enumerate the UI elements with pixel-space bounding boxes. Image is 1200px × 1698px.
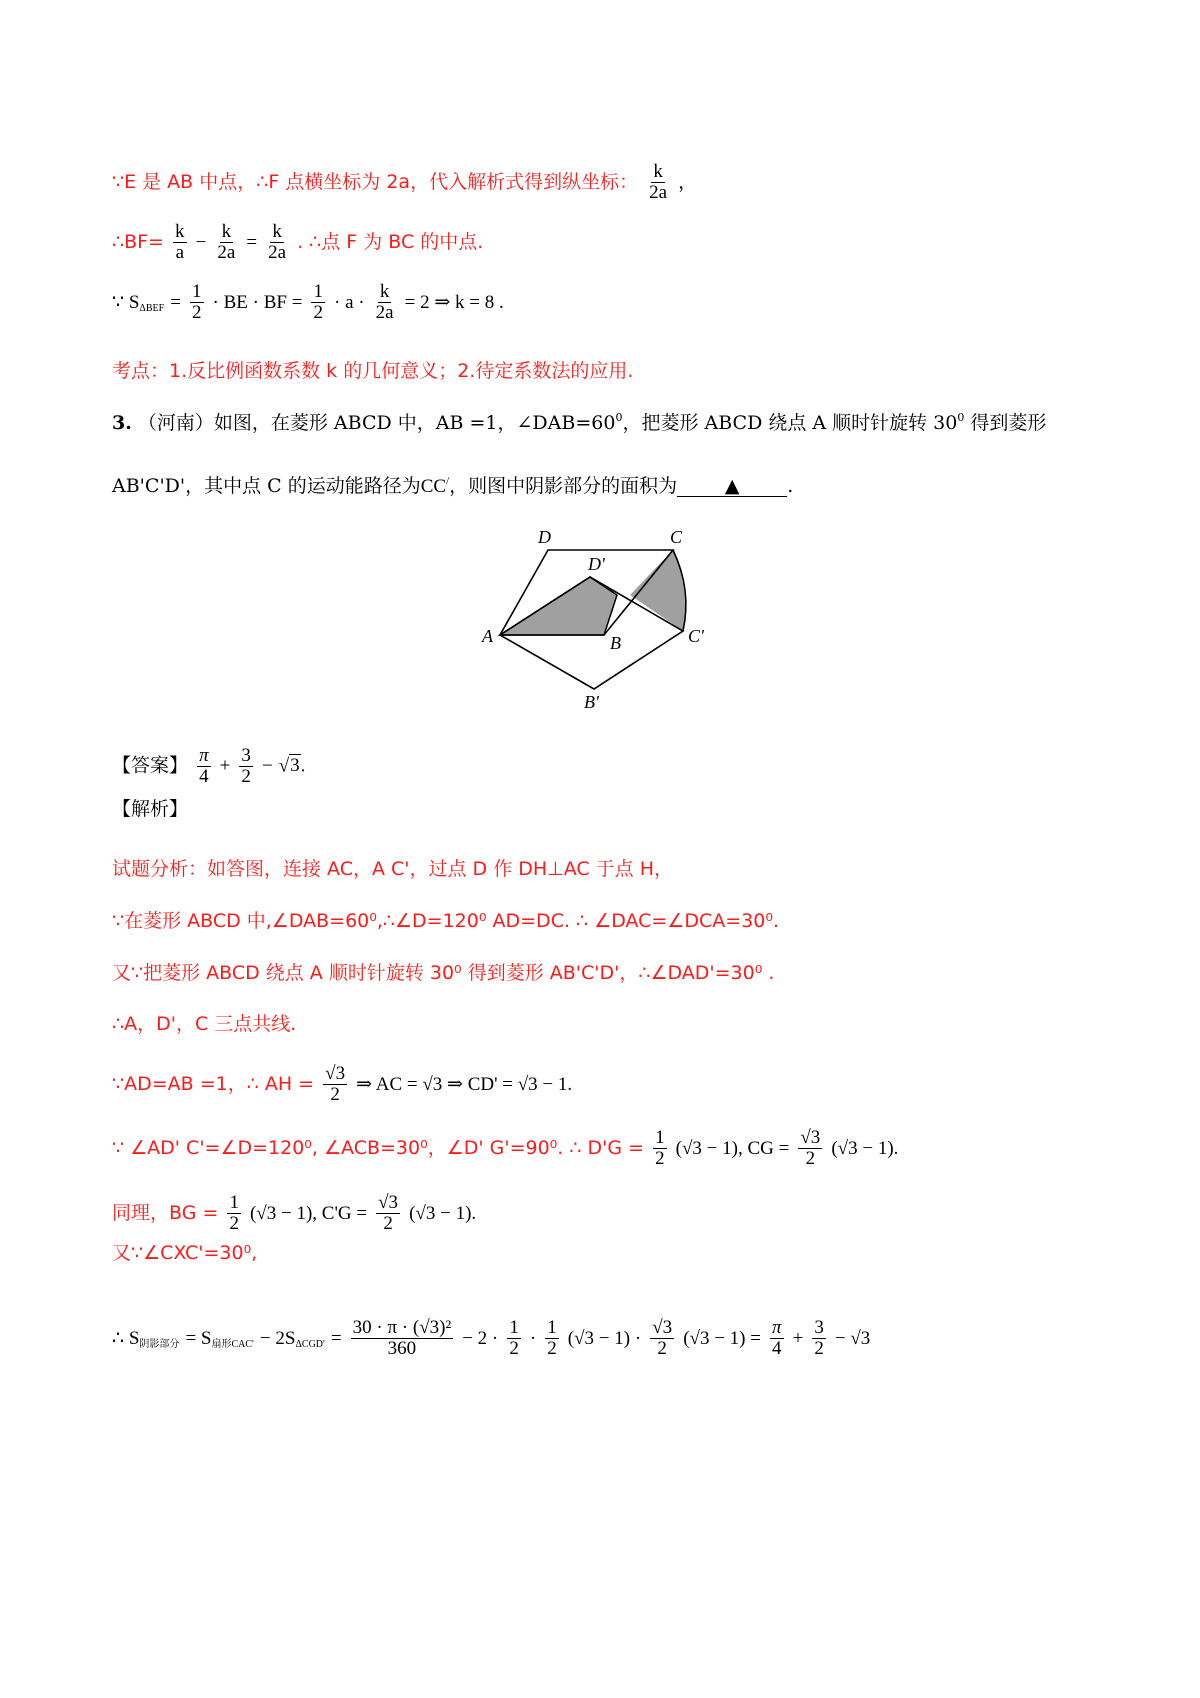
denominator: 2 <box>814 1337 824 1359</box>
fraction <box>311 282 325 323</box>
symbol: = S <box>185 1327 212 1349</box>
text: 得到菱形 <box>964 412 1047 434</box>
fraction <box>650 1318 674 1359</box>
text: ∴BF= <box>112 230 164 253</box>
sqrt: √3 <box>278 755 300 777</box>
operator: · <box>529 1327 537 1349</box>
fraction <box>323 1064 347 1105</box>
solution-line-1 <box>112 162 697 203</box>
analysis-line-1: 试题分析：如答图，连接 AC，A C'，过点 D 作 DH⊥AC 于点 H， <box>112 858 674 880</box>
operator: + <box>792 1327 804 1349</box>
denominator: 2 <box>241 765 251 787</box>
analysis-line-9 <box>112 1318 870 1359</box>
denominator: 2 <box>547 1337 557 1359</box>
subscript: 阴影部分 <box>139 1338 180 1350</box>
text <box>260 1328 325 1349</box>
text <box>112 1328 179 1349</box>
superscript: 0 <box>957 411 965 424</box>
text: ∵ ∠AD' C'=∠D=120⁰, ∠ACB=30⁰，∠D' G'=90⁰. ∴ D'G = <box>112 1136 645 1159</box>
denominator: 2 <box>509 1337 519 1359</box>
fraction <box>507 1318 521 1359</box>
denominator: 360 <box>387 1337 417 1359</box>
text: − √3 <box>834 1327 871 1349</box>
fraction <box>239 746 253 787</box>
solution-line-2 <box>112 222 483 263</box>
label-c: C <box>670 527 683 547</box>
analysis-line-7 <box>112 1193 476 1234</box>
fraction <box>173 222 187 263</box>
subscript: 扇形CAC' <box>211 1338 254 1350</box>
numerator: k <box>175 221 185 242</box>
symbol: CC <box>420 476 447 497</box>
numerator: 1 <box>509 1317 519 1338</box>
numerator: 1 <box>229 1192 239 1213</box>
denominator: 2a <box>217 241 236 263</box>
numerator: 1 <box>313 281 323 302</box>
denominator: 2 <box>655 1147 665 1169</box>
fraction <box>812 1318 826 1359</box>
symbol: ∵ S <box>112 291 140 313</box>
fraction <box>266 222 288 263</box>
text: · a · <box>334 291 365 313</box>
text: （河南）如图，在菱形 ABCD 中，AB =1，∠DAB=60 <box>137 412 616 434</box>
numerator: 1 <box>547 1317 557 1338</box>
knowledge-point: 考点：1.反比例函数系数 k 的几何意义；2.待定系数法的应用. <box>112 360 634 382</box>
operator: = <box>170 291 181 313</box>
numerator: π <box>772 1317 782 1338</box>
denominator: 2 <box>805 1147 816 1169</box>
denominator: 2 <box>313 301 323 323</box>
cc-path <box>421 476 449 497</box>
label-b: B <box>610 633 621 653</box>
numerator: √3 <box>800 1127 821 1148</box>
analysis-line-4: ∴A，D'，C 三点共线. <box>112 1013 297 1035</box>
answer-line <box>112 746 305 787</box>
numerator: √3 <box>652 1317 673 1338</box>
denominator: 2a <box>649 181 668 203</box>
label-a: A <box>482 626 493 646</box>
shaded-triangle <box>500 577 617 635</box>
question-line-2 <box>112 476 793 497</box>
text: (√3 − 1), CG = <box>675 1137 790 1159</box>
fraction <box>351 1318 454 1359</box>
text: ⇒ AC = √3 ⇒ CD' = √3 − 1. <box>356 1073 573 1095</box>
fraction <box>215 222 237 263</box>
label-b-prime: B' <box>584 692 599 710</box>
answer-label: 【答案】 <box>112 754 189 777</box>
label-c-prime: C' <box>688 626 704 646</box>
denominator: 2 <box>330 1083 340 1105</box>
text: (√3 − 1). <box>409 1202 477 1224</box>
numerator: 3 <box>241 745 251 766</box>
question-line-1 <box>112 412 1046 433</box>
symbol: ∴ S <box>112 1327 140 1349</box>
analysis-line-6 <box>112 1128 898 1169</box>
text <box>185 1328 253 1349</box>
radicand: 3 <box>290 755 300 777</box>
denominator: 2 <box>657 1337 667 1359</box>
text: 同理，BG = <box>112 1201 219 1224</box>
denominator: 2a <box>268 241 287 263</box>
analysis-label: 【解析】 <box>112 798 189 820</box>
text: ∵E 是 AB 中点，∴F 点横坐标为 2a，代入解析式得到纵坐标： <box>112 170 639 193</box>
numerator: k <box>653 161 663 182</box>
denominator: 2 <box>229 1212 239 1234</box>
question-number: 3. <box>112 412 132 434</box>
fraction <box>190 282 204 323</box>
superscript: 0 <box>615 411 623 424</box>
operator: = <box>246 231 258 253</box>
fraction <box>653 1128 667 1169</box>
text: (√3 − 1) · <box>567 1327 642 1349</box>
text: (√3 − 1) = <box>683 1327 761 1349</box>
superscript: / <box>446 475 450 487</box>
denominator: 2 <box>383 1212 393 1234</box>
analysis-line-3: 又∵把菱形 ABCD 绕点 A 顺时针旋转 30⁰ 得到菱形 AB'C'D'，∴∠DAD'=30⁰ . <box>112 962 775 984</box>
text <box>112 292 164 313</box>
label-d-prime: D' <box>588 554 605 574</box>
subscript: ΔBEF <box>139 302 165 314</box>
operator: − <box>195 231 207 253</box>
text: . ∴点 F 为 BC 的中点. <box>297 230 484 253</box>
fraction <box>647 162 669 203</box>
numerator: 1 <box>192 281 202 302</box>
symbol: − 2S <box>259 1327 296 1349</box>
operator: = <box>330 1327 342 1349</box>
text: = 2 ⇒ k = 8 . <box>404 291 504 313</box>
text: − 2 · <box>462 1327 499 1349</box>
text: (√3 − 1). <box>831 1137 899 1159</box>
fraction <box>798 1128 822 1169</box>
analysis-line-5 <box>112 1064 572 1105</box>
answer-blank: ▲ <box>677 477 787 497</box>
fraction <box>197 746 211 787</box>
text: ∵AD=AB =1，∴ AH = <box>112 1072 315 1095</box>
denominator: 4 <box>199 765 209 787</box>
text: (√3 − 1), C'G = <box>249 1202 368 1224</box>
text: ，把菱形 ABCD 绕点 A 顺时针旋转 30 <box>622 412 958 434</box>
text: · BE · BF = <box>212 291 303 313</box>
denominator: 2 <box>192 301 202 323</box>
denominator: 2a <box>375 301 394 323</box>
numerator: k <box>272 221 282 242</box>
operator: − <box>261 755 273 777</box>
numerator: 3 <box>814 1317 824 1338</box>
analysis-line-2: ∵在菱形 ABCD 中,∠DAB=60⁰,∴∠D=120⁰ AD=DC. ∴ ∠DAC=∠DCA=30⁰. <box>112 910 780 932</box>
subscript: ΔCGD' <box>295 1338 325 1350</box>
numerator: π <box>199 745 209 766</box>
fraction <box>227 1193 241 1234</box>
text: . <box>300 755 306 777</box>
rhombus-figure <box>460 510 760 710</box>
numerator: 30 · π · (√3)² <box>352 1317 452 1338</box>
numerator: 1 <box>655 1127 665 1148</box>
denominator: a <box>175 241 184 263</box>
operator: + <box>219 755 231 777</box>
solution-line-3 <box>112 282 504 323</box>
fraction <box>770 1318 784 1359</box>
text: ， <box>678 170 698 193</box>
shaded-sector <box>630 550 685 631</box>
text: ，则图中阴影部分的面积为 <box>449 475 678 497</box>
text: . <box>787 475 794 497</box>
numerator: √3 <box>325 1063 346 1084</box>
fraction <box>545 1318 559 1359</box>
fraction <box>374 282 396 323</box>
numerator: √3 <box>378 1192 399 1213</box>
text: AB'C'D'，其中点 C 的运动能路径为 <box>112 475 421 497</box>
numerator: k <box>221 221 232 242</box>
denominator: 4 <box>772 1337 782 1359</box>
numerator: k <box>379 281 390 302</box>
label-d: D <box>538 527 551 547</box>
fraction <box>376 1193 400 1234</box>
analysis-line-8: 又∵∠CXC'=30⁰, <box>112 1242 258 1264</box>
